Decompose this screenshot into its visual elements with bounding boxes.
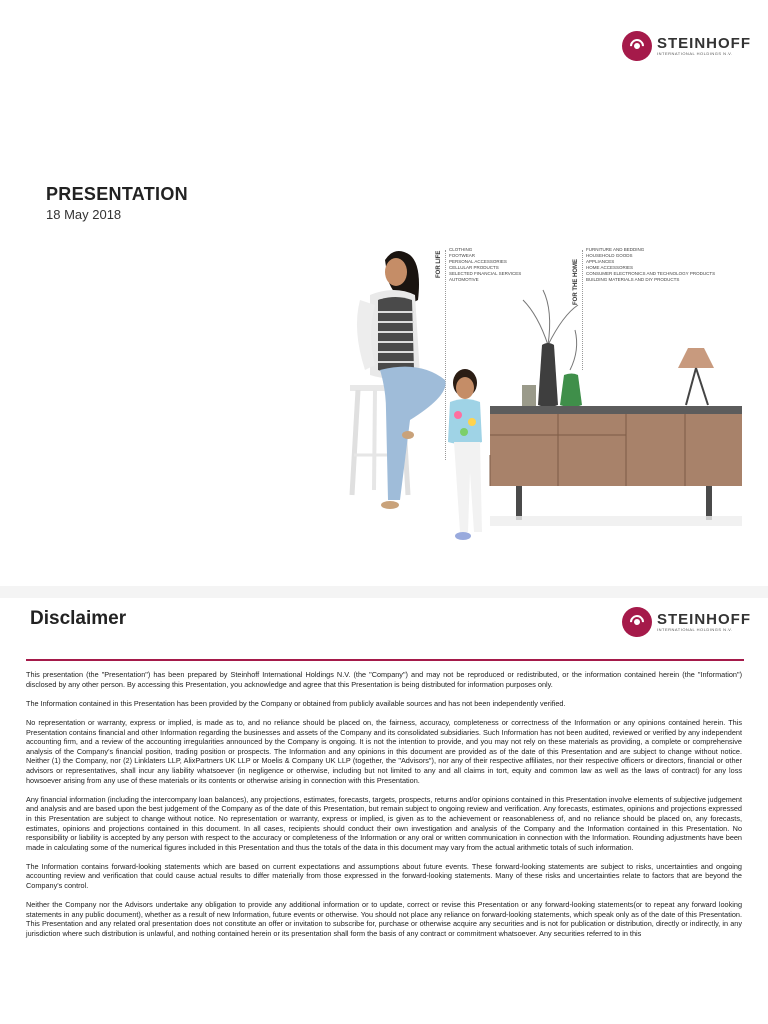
for-home-item: FURNITURE AND BEDDING: [586, 247, 645, 252]
presentation-title: PRESENTATION: [46, 184, 188, 204]
for-life-item: CLOTHING: [449, 247, 473, 252]
steinhoff-logo-icon: [622, 607, 652, 637]
disclaimer-paragraph: Neither the Company nor the Advisors undertake any obligation to provide any additional information or to update, correct or revise this Presentation or any forward-looking statements(or to repeat any forward looking statements in any public document), whether as a result of new Information, future events or otherwise. You should not place any reliance on forward-looking statements, which speak only as of the date of this Presentation. This Presentation and any related oral presentation does not constitute an offer or invitation to subscribe for, purchase or otherwise acquire any securities and is not for publication or distribution, directly or indirectly, in any jurisdiction where such distribution is unlawful, and nothing contained herein or its presentation shall form the basis of any contract or commitment whatsoever. Any securities referred to in this: [26, 900, 742, 939]
lifestyle-illustration: [330, 240, 750, 570]
disclaimer-paragraph: No representation or warranty, express or implied, is made as to, and no reliance should be placed on, the fairness, accuracy, completeness or correctness of the Information or any opinions contained herein. This Presentation contains financial and other Information regarding the businesses and assets of the Company and its consolidated subsidiaries. Such Information has not been audited, reviewed or verified by any independent accounting firm, and a review of the accounting irregularities announced by the Company is ongoing. It is not the intention to provide, and you may not rely on these materials as providing, a complete or comprehensive analysis of the Company's financial position, trading position or prospects. The Information and any opinions in this document are provided as of the date of this Presentation and are subject to change without notice. Neither (1) the Company, nor (2) Linklaters LLP, AlixPartners UK LLP or Moelis & Company UK LLP (together, the "Advisors"), nor any of their respective affiliates, nor their respective officers or directors, financial or other advisors or representatives, shall incur any liability whatsoever (in negligence or otherwise, including but not limited to any and all claims in tort, equity and common law as well as the laws of contract) for any loss howsoever arising from any use of these materials or its contents or otherwise arising in connection with this Presentation.: [26, 717, 742, 785]
logo-subtitle: INTERNATIONAL HOLDINGS N.V.: [657, 627, 733, 632]
child-illustration: [448, 369, 482, 540]
for-home-label: FOR THE HOME: [573, 259, 579, 305]
steinhoff-logo: [622, 31, 751, 61]
sideboard-illustration: [490, 406, 742, 526]
for-life-item: FOOTWEAR: [449, 253, 475, 258]
header-rule: [26, 659, 744, 661]
disclaimer-title: Disclaimer: [30, 608, 127, 629]
presentation-date: 18 May 2018: [46, 207, 122, 222]
for-life-item: PERSONAL ACCESSORIES: [449, 259, 507, 264]
for-home-item: APPLIANCES: [586, 259, 615, 264]
for-home-item: CONSUMER ELECTRONICS AND TECHNOLOGY PRODUCTS: [586, 271, 716, 276]
disclaimer-paragraph: The Information contains forward-looking statements which are based on current expectations and assumptions about future events. These forward-looking statements are subject to risks, uncertainties and ongoing accounting review and verification that could cause actual results to differ materially from those expressed in the forward-looking statements. Many of these risks and uncertainties relate to factors that are beyond the Company's control.: [26, 861, 742, 891]
for-life-item: SELECTED FINANCIAL SERVICES: [449, 271, 522, 276]
for-home-item: HOME ACCESSORIES: [586, 265, 634, 270]
steinhoff-logo: [622, 607, 751, 637]
logo-subtitle: INTERNATIONAL HOLDINGS N.V.: [657, 51, 733, 56]
page-separator: [0, 586, 768, 598]
disclaimer-page: [0, 598, 768, 1024]
for-life-item: CELLULAR PRODUCTS: [449, 265, 499, 270]
disclaimer-paragraph: Any financial information (including the intercompany loan balances), any projections, estimates, forecasts, targets, prospects, returns and/or opinions contained in this Presentation involve elements of subjective judgement and analysis and are based upon the best judgement of the Company as of the date of this Presentation, but remain subject to ongoing review and verification. Any forecasts, estimates, opinions and projections expressed in this Presentation are subject to change without notice. No representation or warranty, express or implied, is given as to the achievement or reasonableness of, and no reliance should be placed on, any forecasts, estimates, opinions and projections contained in this document. In all cases, recipients should conduct their own investigation and analysis of the Company and the Information contained in this Presentation. No responsibility or liability is accepted by any person with respect to the accuracy or completeness of the Information or any oral or written communication in connection with the Information. Rounding adjustments have been made in calculating some of the numerical figures included in this Presentation and thus the totals of the data in this document may vary from the actual arithmetic totals of such information.: [26, 794, 742, 852]
vases-illustration: [522, 290, 582, 407]
logo-name: STEINHOFF: [657, 35, 751, 52]
disclaimer-paragraph: The Information contained in this Presentation has been provided by the Company or obtained from publicly available sources and has not been independently verified.: [26, 698, 566, 708]
disclaimer-body: [26, 670, 742, 948]
for-home-item: HOUSEHOLD GOODS: [586, 253, 633, 258]
logo-name: STEINHOFF: [657, 611, 751, 628]
for-life-label: FOR LIFE: [436, 250, 442, 278]
for-home-item: BUILDING MATERIALS AND DIY PRODUCTS: [586, 277, 680, 282]
lamp-illustration: [678, 348, 714, 405]
for-life-item: AUTOMOTIVE: [449, 277, 479, 282]
disclaimer-paragraph: This presentation (the "Presentation") has been prepared by Steinhoff International Holdings N.V. (the "Company") and may not be reproduced or redistributed, or the information contained herein (the "Information") disclosed by any other person. By accessing this Presentation, you acknowledge and agree that this Presentation is being distributed for information purposes only.: [26, 670, 742, 689]
steinhoff-logo-icon: [622, 31, 652, 61]
woman-illustration: [357, 251, 446, 509]
